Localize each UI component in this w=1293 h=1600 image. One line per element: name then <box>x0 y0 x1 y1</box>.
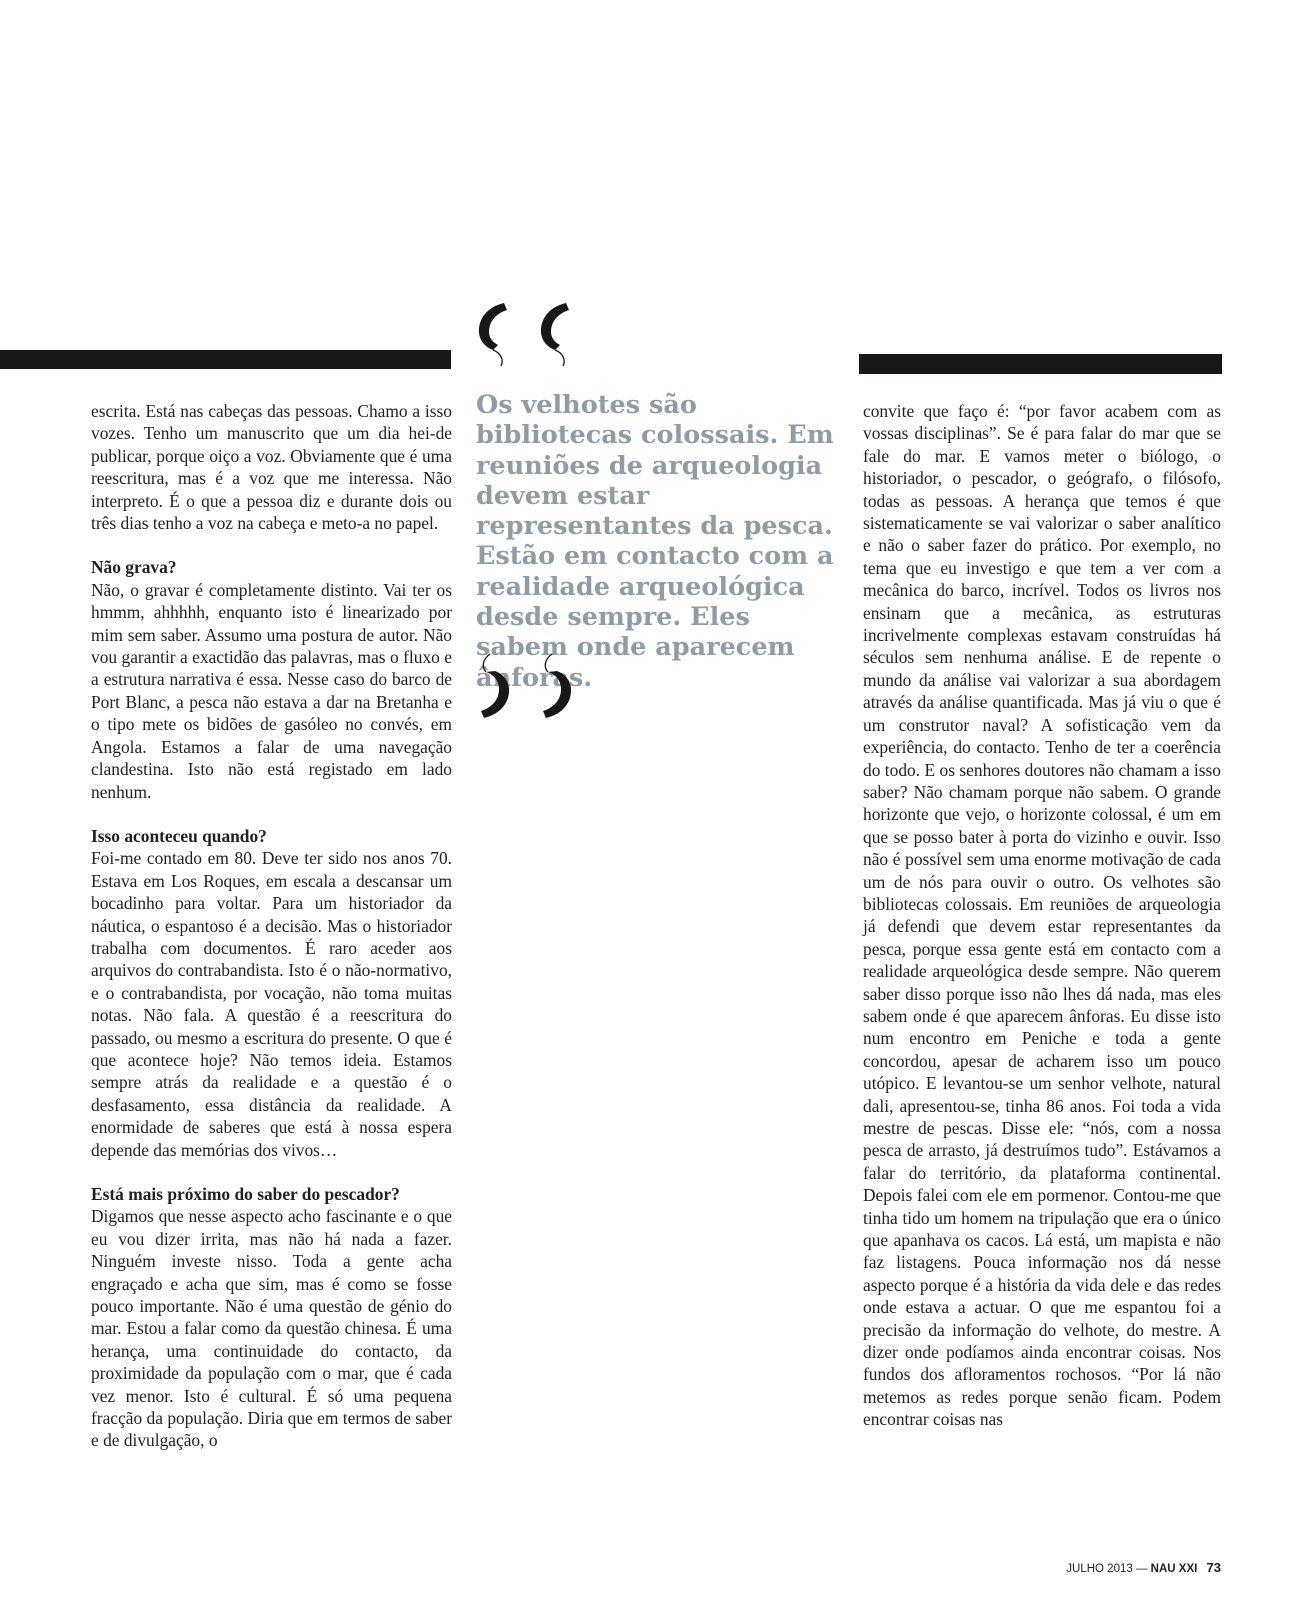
left-column <box>91 400 452 1452</box>
interview-question: Isso aconteceu quando? <box>91 825 267 846</box>
right-column <box>863 400 1221 1431</box>
interview-question: Está mais próximo do saber do pescador? <box>91 1184 400 1204</box>
paragraph: Foi-me contado em 80. Deve ter sido nos anos 70. Estava em Los Roques, em escala a descansar um bocadinho para voltar. Para um historiador da náutica, o espantoso é a decisão. Mas o historiador trabalha com documentos. É raro aceder aos arquivos do contrabandista. Isto é o não-normativo, e o contrabandista, por vocação, não toma muitas notas. Não fala. A questão é a reescritura do passado, ou mesmo a escritura do presente. O que é que acontece hoje? Não temos ideia. Estamos sempre atrás da realidade e a questão é o desfasamento, essa distância da realidade. A enormidade de saberes que está à nossa espera depende das memórias dos vivos… <box>91 848 452 1160</box>
paragraph: convite que faço é: “por favor acabem com as vossas disciplinas”. Se é para falar do mar que se fale do mar. E vamos meter o biólogo, o historiador, o pescador, o geógrafo, o filósofo, todas as pessoas. A herança que temos é que sistematicamente se vai valorizar o saber analítico e não o saber fazer do prático. Por exemplo, no tema que eu investigo e que tem a ver com a mecânica do barco, incrível. Todos os livros nos ensinam que a mecânica, as estruturas incrivelmente complexas estavam construídas há séculos sem nenhuma análise. E de repente o mundo da análise vai valorizar a sua abordagem através da análise quantificada. Mas já viu o que é um construtor naval? A sofisticação vem da experiência, do contacto. Tenho de ter a coerência do todo. E os senhores doutores não chamam a isso saber? Não chamam porque não sabem. O grande horizonte que vejo, o horizonte colossal, é um em que se posso bater à porta do vizinho e ouvir. Isso não é possível sem uma enorme motivação de cada um de nós para ouvir o outro. Os velhotes são bibliotecas colossais. Em reuniões de arqueologia já defendi que devem estar representantes da pesca, porque essa gente está em contacto com a realidade arqueológica desde sempre. Não querem saber disso porque isso não lhes dá nada, mas eles sabem onde é que aparecem ânforas. Eu disse isto num encontro em Peniche e toda a gente concordou, apesar de acharem isso um pouco utópico. E levantou-se um senhor velhote, natural dali, apresentou-se, tinha 86 anos. Foi toda a vida mestre de pescas. Disse ele: “nós, com a nossa pesca de arrasto, já destruímos tudo”. Estávamos a falar do território, da plataforma continental. Depois falei com ele em pormenor. Contou-me que tinha tido um homem na tripulação que era o único que apanhava os cacos. Lá está, um mapista e não faz listagens. Pouca informação nos dá nesse aspecto porque é a história da vida dele e das redes onde estava a actuar. O que me espantou foi a precisão da informação do velhote, do mestre. A dizer onde podíamos ainda encontrar coisas. Nos fundos dos afloramentos rochosos. “Por lá não metemos as redes porque senão ficam. Podem encontrar coisas nas <box>863 401 1221 1430</box>
paragraph: escrita. Está nas cabeças das pessoas. Chamo a isso vozes. Tenho um manuscrito que um dia hei-de publicar, porque oiço a voz. Obviamente que é uma reescritura, mas é a voz que me interessa. Não interpreto. É o que a pessoa diz e durante dois ou três dias tenho a voz na cabeça e meto-a no papel. <box>91 401 452 534</box>
paragraph: Não, o gravar é completamente distinto. Vai ter os hmmm, ahhhhh, enquanto isto é linearizado por mim sem saber. Assumo uma postura de autor. Não vou garantir a exactidão das palavras, mas o fluxo e a estrutura narrativa é essa. Nesse caso do barco de Port Blanc, a pesca não estava a dar na Bretanha e o tipo mete os bidões de gasóleo no convés, em Angola. Estamos a falar de uma navegação clandestina. Isto não está registado em lado nenhum. <box>91 579 452 802</box>
close-quote-icon <box>476 650 586 727</box>
black-rule-left <box>0 350 451 369</box>
issue-date: JULHO 2013 — <box>1066 1563 1148 1575</box>
page-footer <box>1066 1560 1221 1575</box>
black-rule-right <box>859 354 1222 374</box>
paragraph: Digamos que nesse aspecto acho fascinante e o que eu vou dizer irrita, mas não há nada a fazer. Ninguém investe nisso. Toda a gente acha engraçado e acha que sim, mas é como se fosse pouco importante. Não é uma questão de génio do mar. Estou a falar como da questão chinesa. É uma herança, uma continuidade do contacto, da proximidade da população com o mar, que é cada vez menor. Isto é cultural. É só uma pequena fracção da população. Diria que em termos de saber e de divulgação, o <box>91 1206 452 1451</box>
magazine-name: NAU XXI <box>1150 1563 1198 1575</box>
interview-question: Não grava? <box>91 557 177 578</box>
open-quote-icon <box>476 300 586 377</box>
page-number: 73 <box>1206 1560 1221 1575</box>
pull-quote: Os velhotes são bibliotecas colossais. Em reuniões de arqueologia devem estar representantes da pesca. Estão em contacto com a realidade arqueológica desde sempre. Eles sabem onde aparecem ânforas. <box>476 390 834 693</box>
